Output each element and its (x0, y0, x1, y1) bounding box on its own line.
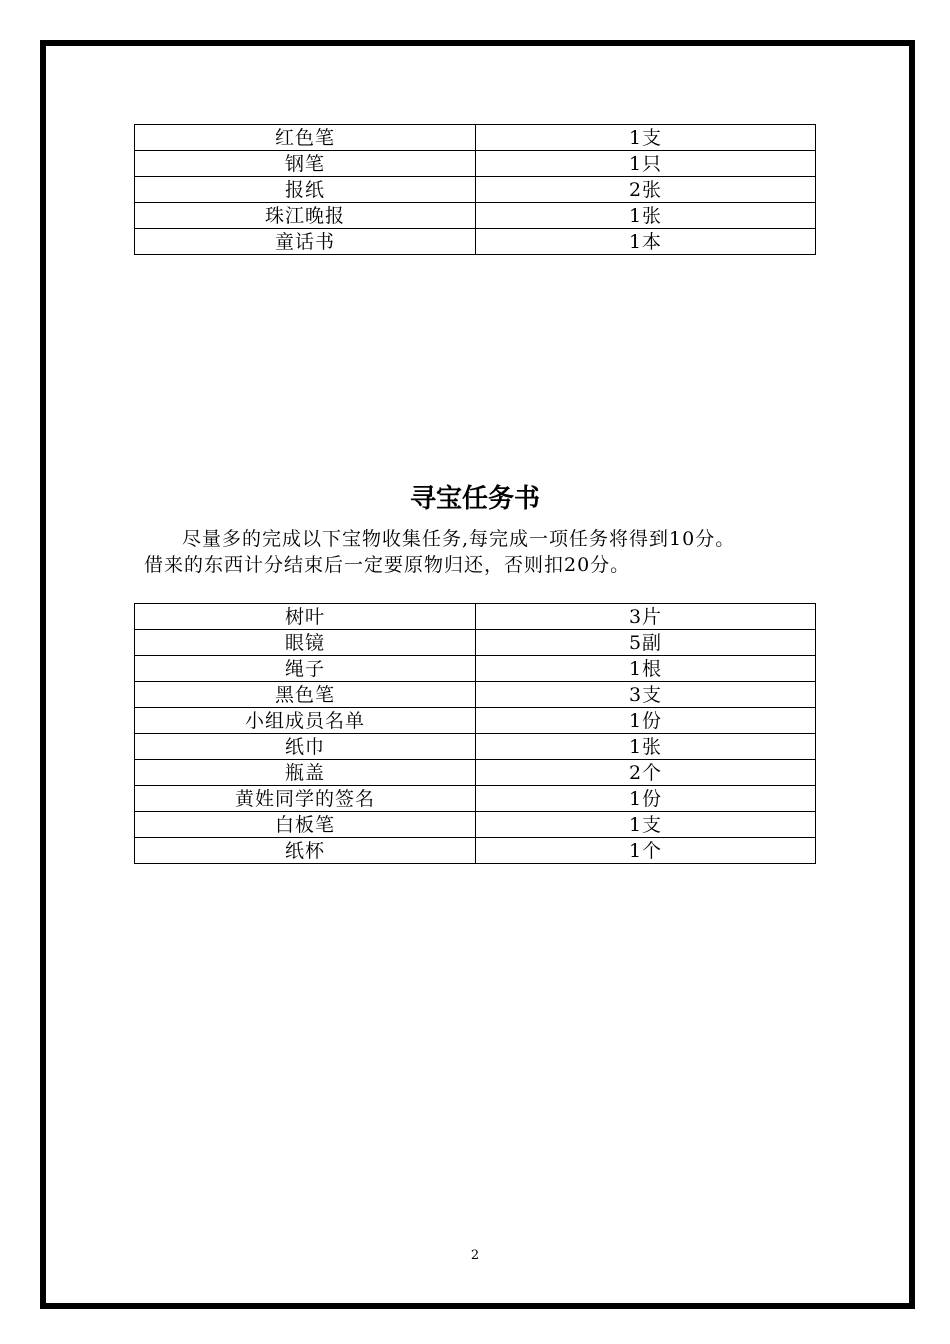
item-quantity-cell: 2个 (476, 760, 816, 786)
section-title: 寻宝任务书 (409, 484, 540, 514)
item-quantity-cell: 1张 (476, 203, 816, 229)
item-quantity-cell: 1支 (476, 812, 816, 838)
item-name-cell: 纸杯 (135, 838, 476, 864)
table-row (135, 125, 816, 151)
table-row (135, 838, 816, 864)
item-name-cell: 红色笔 (135, 125, 476, 151)
item-name-cell: 钢笔 (135, 151, 476, 177)
instruction-line-2: 借来的东西计分结束后一定要原物归还，否则扣20分。 (144, 554, 631, 576)
item-quantity-cell: 1份 (476, 708, 816, 734)
table-row (135, 812, 816, 838)
item-name-cell: 小组成员名单 (135, 708, 476, 734)
item-quantity-cell: 2张 (476, 177, 816, 203)
item-quantity-cell: 3支 (476, 682, 816, 708)
table-row (135, 151, 816, 177)
item-quantity-cell: 5副 (476, 630, 816, 656)
item-table-top (134, 124, 816, 255)
item-quantity-cell: 1本 (476, 229, 816, 255)
item-name-cell: 绳子 (135, 656, 476, 682)
item-name-cell: 瓶盖 (135, 760, 476, 786)
item-name-cell: 黄姓同学的签名 (135, 786, 476, 812)
table-row (135, 604, 816, 630)
item-quantity-cell: 1根 (476, 656, 816, 682)
table-row (135, 229, 816, 255)
table-row (135, 203, 816, 229)
instruction-line-1: 尽量多的完成以下宝物收集任务,每完成一项任务将得到10分。 (182, 528, 736, 550)
item-name-cell: 纸巾 (135, 734, 476, 760)
item-name-cell: 珠江晚报 (135, 203, 476, 229)
item-table-bottom (134, 603, 816, 864)
table-row (135, 734, 816, 760)
table-row (135, 708, 816, 734)
table-row (135, 630, 816, 656)
item-name-cell: 白板笔 (135, 812, 476, 838)
page-number: 2 (470, 1248, 480, 1263)
item-name-cell: 树叶 (135, 604, 476, 630)
item-quantity-cell: 1个 (476, 838, 816, 864)
table-row (135, 760, 816, 786)
item-quantity-cell: 1只 (476, 151, 816, 177)
table-row (135, 177, 816, 203)
table-row (135, 786, 816, 812)
item-quantity-cell: 1张 (476, 734, 816, 760)
item-quantity-cell: 3片 (476, 604, 816, 630)
item-name-cell: 报纸 (135, 177, 476, 203)
table-row (135, 656, 816, 682)
item-quantity-cell: 1份 (476, 786, 816, 812)
item-quantity-cell: 1支 (476, 125, 816, 151)
table-row (135, 682, 816, 708)
item-name-cell: 黑色笔 (135, 682, 476, 708)
item-name-cell: 眼镜 (135, 630, 476, 656)
item-name-cell: 童话书 (135, 229, 476, 255)
